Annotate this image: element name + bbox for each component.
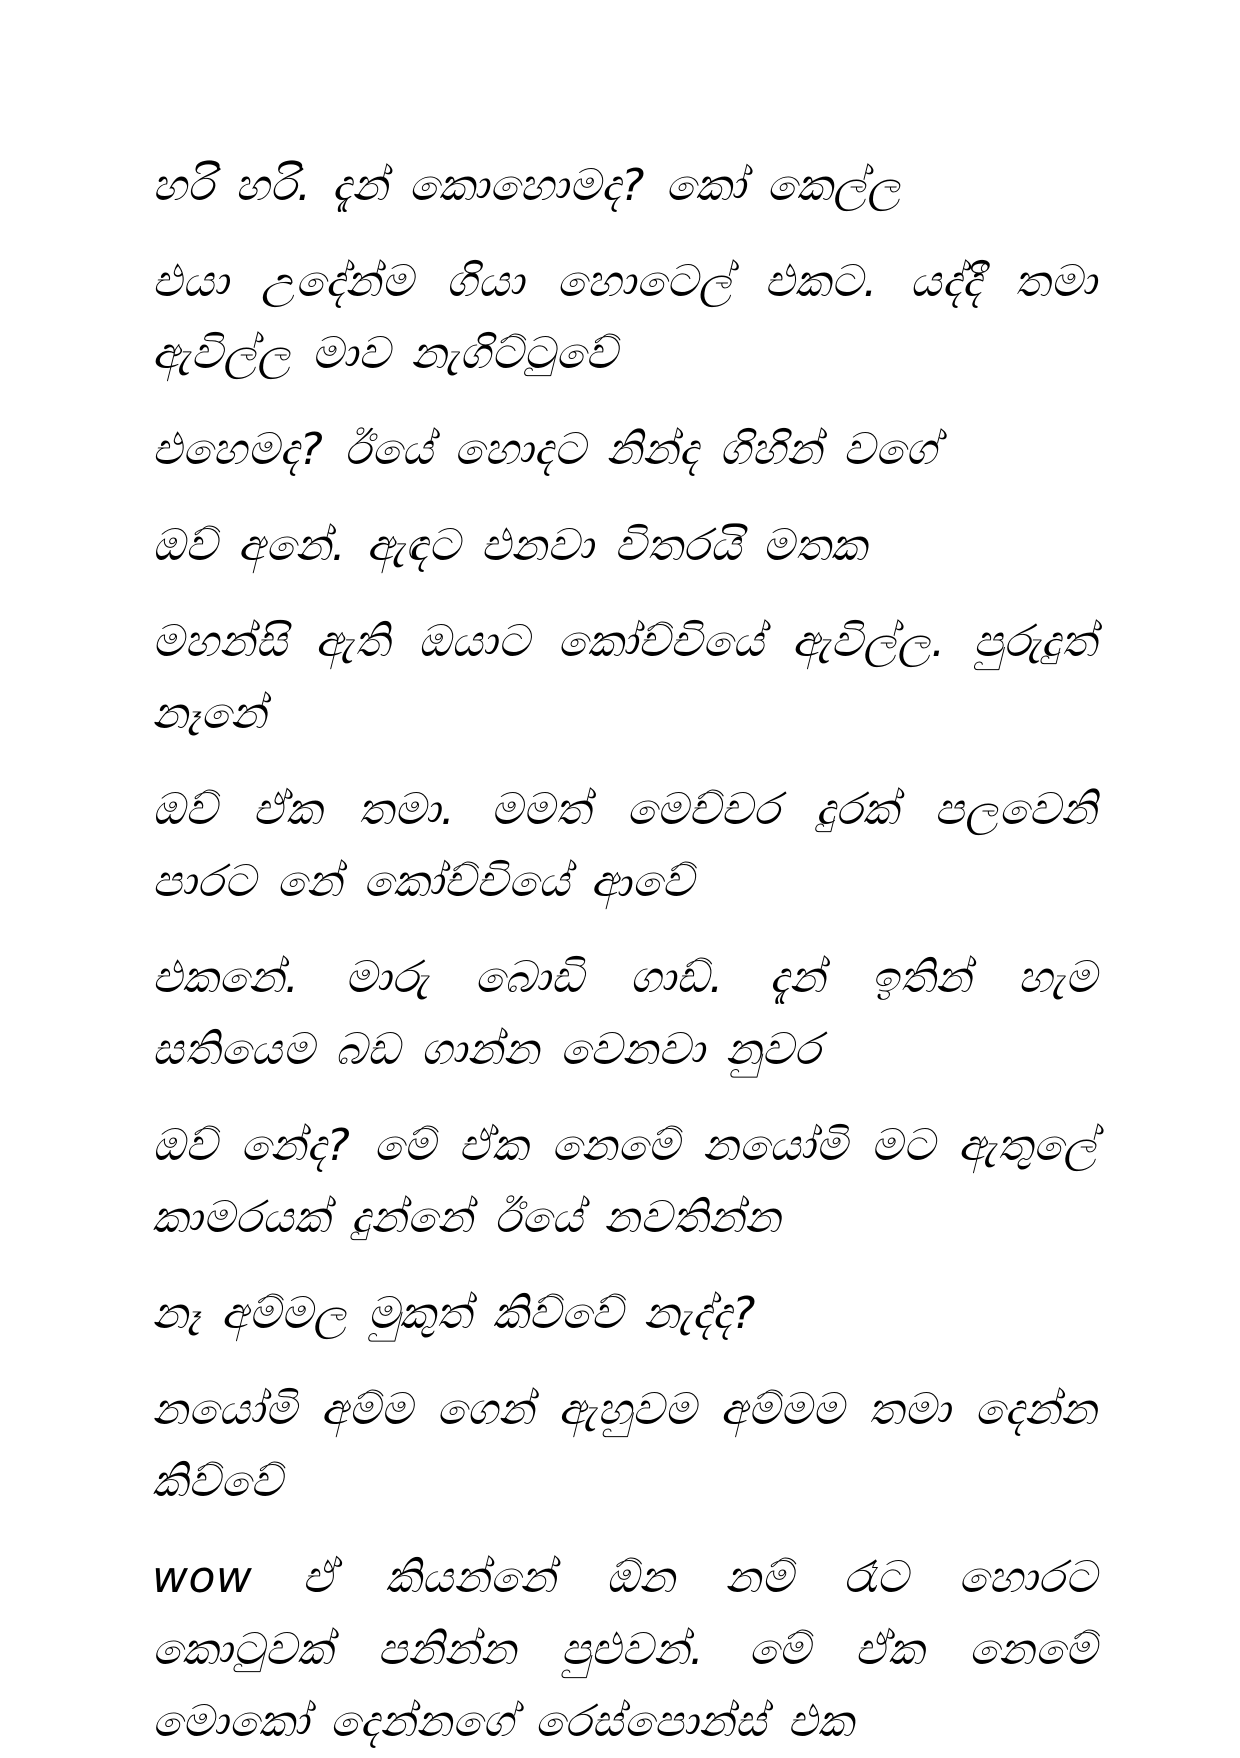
paragraph: නෑ අම්මල මුකුත් කිව්වේ නැද්ද? xyxy=(152,1288,756,1339)
paragraph: නයෝමි අම්ම ගෙන් ඇහුවම අම්මම තමා දෙන්න කිව්වේ xyxy=(152,1384,1097,1507)
paragraph: ඔව් ඒක තමා. මමත් මෙච්චර දුරක් පලවෙනි පාරට නේ කෝච්චියේ ආවේ xyxy=(152,784,1097,907)
paragraph: එයා උදේන්ම ගියා හොටෙල් එකට. යද්දී තමා ඇවිල්ල මාව නැගිට්ටුවේ xyxy=(152,256,1097,379)
paragraph: මහන්සි ඇති ඔයාට කෝච්චියේ ඇවිල්ල. පුරුදුත් නෑනේ xyxy=(152,616,1097,739)
document-body xyxy=(152,150,1097,1758)
paragraph: ඔව් නේද? මේ ඒක නෙමේ නයෝමි මට ඇතුලේ කාමරයක් දුන්නේ ඊයේ නවතින්න xyxy=(152,1120,1097,1243)
paragraph: එකනේ. මාරු බොඩි ගාඩ්. දැන් ඉතින් හැම සතියෙම බඩ ගාන්න වෙනවා නුවර xyxy=(152,952,1097,1075)
paragraph: හරි හරි. දැන් කොහොමද? කෝ කෙල්ල xyxy=(152,160,901,211)
paragraph: wow ඒ කියන්නේ ඕන නම් රෑට හොරට කොටුවක් පනින්න පුළුවන්. මේ ඒක නෙමේ මොකෝ දෙන්නගේ රෙස්පොන්ස් එක xyxy=(152,1552,1097,1747)
paragraph: එහෙමද? ඊයේ හොදට නින්ද ගිහින් වගේ xyxy=(152,424,938,475)
paragraph: ඔව් අනේ. ඇඳට එනවා විතරයි මතක xyxy=(152,520,868,571)
